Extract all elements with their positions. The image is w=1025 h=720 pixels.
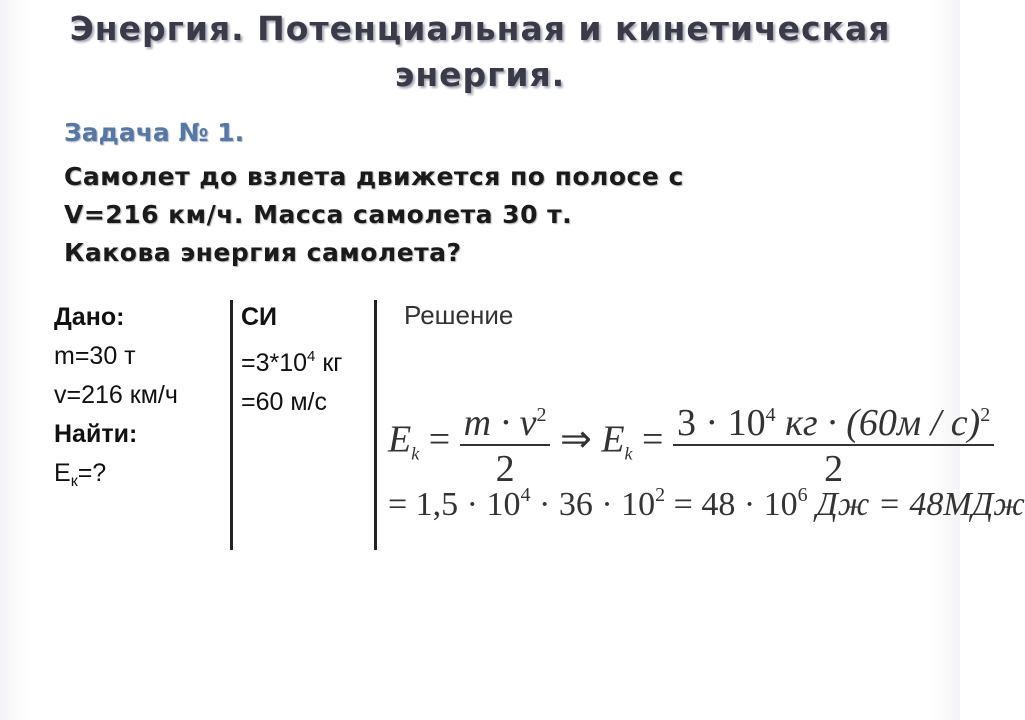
slide-title [30, 6, 930, 98]
task-heading: Задача № 1. [64, 118, 245, 147]
f1-lhs: E [388, 418, 412, 461]
given-speed: v=216 км/ч [54, 381, 178, 409]
title-line-1: Энергия. Потенциальная и кинетическая [69, 9, 891, 48]
f1-denominator: 2 [495, 448, 515, 490]
line2-exp-2: 2 [655, 484, 666, 506]
given-mass: m=30 т [54, 342, 136, 370]
f2-num-a: 3 · 10 [676, 402, 766, 444]
task-line-2: V=216 км/ч. Масса самолета 30 т. [64, 200, 573, 229]
f2-num-exp: 4 [765, 404, 776, 426]
f2-num-exp2: 2 [980, 404, 991, 426]
f1-num-exp: 2 [536, 404, 547, 426]
si-mass-unit: кг [315, 349, 343, 377]
si-speed: =60 м/с [241, 388, 327, 416]
line2-exp-3: 6 [797, 484, 808, 506]
line2-b: · 36 · 10 [530, 486, 656, 523]
find-rest: =? [77, 459, 107, 487]
f2-num-b: кг · (60м / с) [775, 402, 981, 444]
si-column [241, 298, 342, 422]
f1-equals: = [419, 418, 460, 461]
f1-fraction [460, 394, 551, 492]
f1-arrow: ⇒ [550, 418, 602, 461]
line2-d: Дж = 48МДж [807, 486, 1025, 523]
line2-a: = 1,5 · 10 [388, 486, 521, 523]
f2-fraction [673, 394, 994, 492]
f2-numerator [673, 394, 994, 446]
f1-rhs: E [601, 418, 625, 461]
formula-line-1 [388, 394, 994, 492]
task-statement [64, 158, 924, 272]
find-subscript: к [70, 473, 78, 490]
f1-num-text: m · v [463, 402, 537, 444]
given-header: Дано: [54, 303, 125, 331]
f1-numerator [460, 394, 551, 446]
find-symbol: E [54, 459, 71, 487]
find-value [54, 454, 178, 501]
solution-header: Решение [404, 300, 514, 330]
f2-denominator: 2 [824, 448, 844, 490]
find-header: Найти: [54, 420, 138, 448]
si-mass [241, 337, 342, 383]
si-mass-exponent: 4 [307, 348, 316, 365]
si-mass-prefix: =3*10 [241, 349, 308, 377]
line2-exp-1: 4 [520, 484, 531, 506]
f1-equals-2: = [632, 418, 673, 461]
divider-si-solution [374, 300, 377, 550]
divider-given-si [230, 300, 233, 550]
task-line-1: Самолет до взлета движется по полосе с [64, 162, 684, 191]
given-column [54, 298, 178, 501]
line2-c: = 48 · 10 [665, 486, 798, 523]
formula-line-2 [388, 484, 1025, 524]
title-line-2: энергия. [394, 55, 566, 94]
task-line-3: Какова энергия самолета? [64, 238, 462, 267]
f1-lhs-sub: k [411, 443, 420, 464]
si-header: СИ [241, 303, 278, 331]
f1-rhs-sub: k [624, 443, 633, 464]
